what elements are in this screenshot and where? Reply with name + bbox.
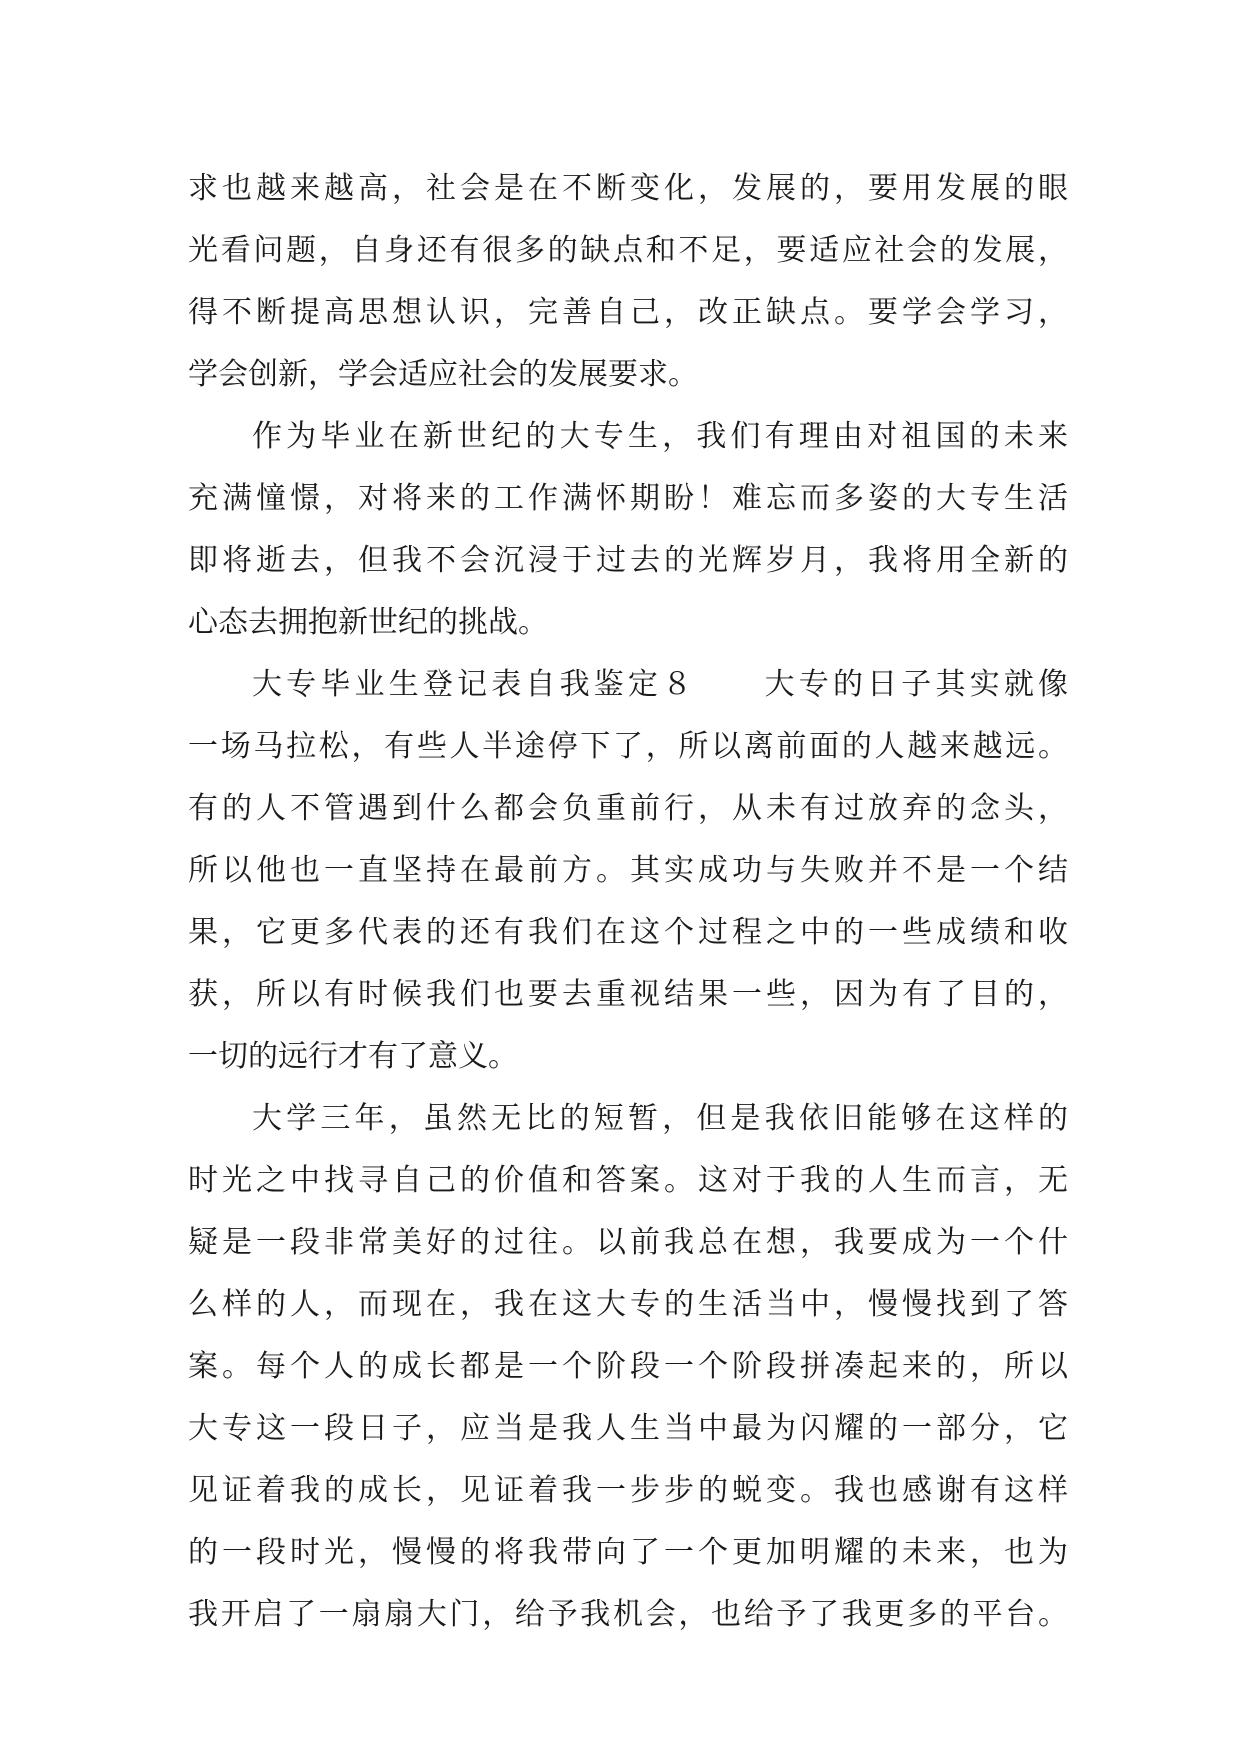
text-line: 有的人不管遇到什么都会负重前行，从未有过放弃的念头，: [188, 791, 1068, 826]
text-line: 大学三年，虽然无比的短暂，但是我依旧能够在这样的: [252, 1101, 1068, 1136]
text-line: 一切的远行才有了意义。: [188, 1039, 518, 1074]
text-line: 么样的人，而现在，我在这大专的生活当中，慢慢找到了答: [188, 1287, 1068, 1322]
text-line: 即将逝去，但我不会沉浸于过去的光辉岁月，我将用全新的: [188, 543, 1068, 578]
text-line: 所以他也一直坚持在最前方。其实成功与失败并不是一个结: [188, 853, 1068, 888]
text-line: 大专毕业生登记表自我鉴定８ 大专的日子其实就像: [252, 667, 1068, 702]
text-line: 见证着我的成长，见证着我一步步的蜕变。我也感谢有这样: [188, 1473, 1068, 1508]
text-line: 作为毕业在新世纪的大专生，我们有理由对祖国的未来: [252, 419, 1068, 454]
text-line: 充满憧憬，对将来的工作满怀期盼！难忘而多姿的大专生活: [188, 481, 1068, 516]
text-line: 大专这一段日子，应当是我人生当中最为闪耀的一部分，它: [188, 1411, 1068, 1446]
text-line: 求也越来越高，社会是在不断变化，发展的，要用发展的眼: [188, 171, 1068, 206]
text-line: 时光之中找寻自己的价值和答案。这对于我的人生而言，无: [188, 1163, 1068, 1198]
text-line: 一场马拉松，有些人半途停下了，所以离前面的人越来越远。: [188, 729, 1068, 764]
text-line: 心态去拥抱新世纪的挑战。: [188, 605, 548, 640]
text-line: 的一段时光，慢慢的将我带向了一个更加明耀的未来，也为: [188, 1535, 1068, 1570]
text-line: 案。每个人的成长都是一个阶段一个阶段拼凑起来的，所以: [188, 1349, 1068, 1384]
text-line: 我开启了一扇扇大门，给予我机会，也给予了我更多的平台。: [188, 1597, 1068, 1632]
text-line: 疑是一段非常美好的过往。以前我总在想，我要成为一个什: [188, 1225, 1068, 1260]
text-line: 光看问题，自身还有很多的缺点和不足，要适应社会的发展，: [188, 233, 1068, 268]
text-line: 果，它更多代表的还有我们在这个过程之中的一些成绩和收: [188, 915, 1068, 950]
text-line: 获，所以有时候我们也要去重视结果一些，因为有了目的，: [188, 977, 1068, 1012]
document-body: [188, 158, 1068, 1646]
text-line: 得不断提高思想认识，完善自己，改正缺点。要学会学习，: [188, 295, 1068, 330]
text-line: 学会创新，学会适应社会的发展要求。: [188, 357, 698, 392]
